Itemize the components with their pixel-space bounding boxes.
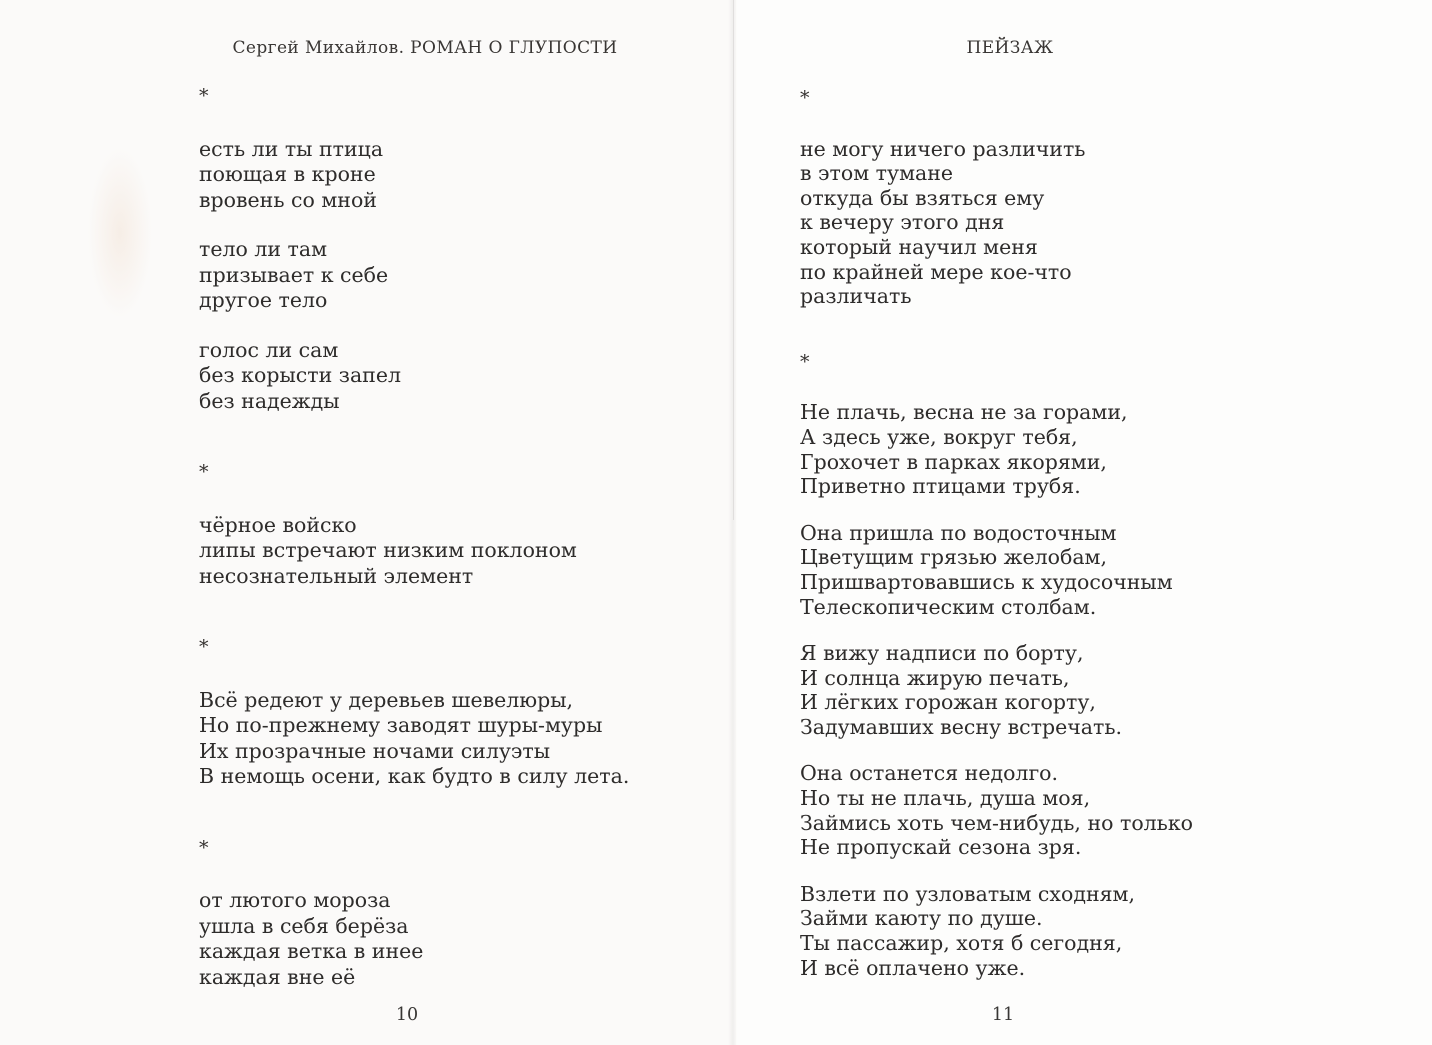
poem-line: Ты пассажир, хотя б сегодня, — [800, 931, 1123, 956]
poem-line: каждая ветка в инее — [199, 939, 424, 963]
poem-line: В немощь осени, как будто в силу лета. — [199, 764, 630, 788]
poem-line: Взлети по узловатым сходням, — [800, 881, 1135, 906]
poem-line: Не плачь, весна не за горами, — [800, 400, 1128, 425]
right-page-poem — [800, 86, 1193, 980]
poem-line: не могу ничего различить — [800, 136, 1086, 161]
stanza — [199, 338, 629, 415]
stanza — [199, 688, 629, 790]
poem-line: откуда бы взяться ему — [800, 185, 1045, 210]
poem-line: И солнца жирую печать, — [800, 665, 1070, 690]
poem-line: различать — [800, 284, 912, 309]
poem-line: ушла в себя берёза — [199, 913, 409, 938]
poem-line: И всё оплачено уже. — [800, 955, 1026, 980]
poem-line: Но ты не плачь, душа моя, — [800, 786, 1091, 811]
stanza — [800, 400, 1193, 498]
poem-line: тело ли там — [199, 237, 328, 261]
poem-line: по крайней мере кое-что — [800, 259, 1072, 284]
poem-line: чёрное войско — [199, 512, 357, 537]
poem-line: к вечеру этого дня — [800, 210, 1005, 235]
poem-line: другое тело — [199, 288, 328, 312]
stanza — [800, 641, 1193, 739]
stanza — [800, 137, 1193, 309]
poem-line: Приветно птицами трубя. — [800, 474, 1081, 499]
poem-line: Но по-прежнему заводят шуры-муры — [199, 713, 603, 737]
poem-line: призывает к себе — [199, 262, 389, 287]
stanza — [199, 237, 629, 314]
poem-line: Она пришла по водосточным — [800, 520, 1117, 545]
right-running-header: ПЕЙЗАЖ — [966, 38, 1054, 58]
stanza-separator-asterisk: * — [199, 85, 209, 107]
poem-line: от лютого мороза — [199, 888, 391, 912]
stanza — [199, 888, 629, 990]
poem-line: Займи каюту по душе. — [800, 906, 1043, 931]
poem-line: который научил меня — [800, 234, 1038, 259]
stanza-separator-asterisk: * — [199, 836, 209, 859]
poem-line: Не пропускай сезона зря. — [800, 835, 1082, 860]
page-gutter-line — [733, 0, 734, 520]
left-page-poem — [199, 84, 629, 990]
stanza — [800, 521, 1193, 619]
poem-line: Я вижу надписи по борту, — [800, 641, 1084, 666]
poem-line: Пришвартовавшись к худосочным — [800, 569, 1173, 594]
stanza — [800, 761, 1193, 859]
poem-line: И лёгких горожан когорту, — [800, 690, 1096, 715]
poem-line: Телескопическим столбам. — [800, 594, 1097, 619]
poem-line: Она останется недолго. — [800, 761, 1059, 786]
poem-line: без надежды — [199, 388, 340, 413]
left-running-header: Сергей Михайлов. РОМАН О ГЛУПОСТИ — [232, 38, 618, 58]
stanza — [199, 513, 629, 590]
poem-line: несознательный элемент — [199, 563, 474, 588]
poem-line: Задумавших весну встречать. — [800, 714, 1122, 739]
poem-line: в этом тумане — [800, 161, 954, 186]
stanza — [800, 882, 1193, 980]
poem-line: А здесь уже, вокруг тебя, — [800, 424, 1078, 449]
left-page-number: 10 — [395, 1005, 419, 1025]
poem-line: вровень со мной — [199, 187, 377, 212]
stanza — [199, 137, 629, 214]
stanza-separator-asterisk: * — [800, 350, 810, 373]
stanza-separator-asterisk: * — [199, 636, 209, 658]
right-page-number: 11 — [991, 1005, 1015, 1025]
poem-line: Всё редеют у деревьев шевелюры, — [199, 687, 574, 712]
scan-artifact-smudge — [88, 148, 152, 318]
poem-line: Грохочет в парках якорями, — [800, 449, 1107, 474]
stanza-separator-asterisk: * — [199, 461, 209, 483]
poem-line: без корысти запел — [199, 363, 401, 387]
poem-line: каждая вне её — [199, 964, 356, 989]
poem-line: есть ли ты птица — [199, 136, 384, 161]
poem-line: липы встречают низким поклоном — [199, 538, 577, 562]
stanza-separator-asterisk: * — [800, 87, 810, 109]
poem-line: голос ли сам — [199, 337, 339, 362]
poem-line: Займись хоть чем-нибудь, но только — [800, 810, 1193, 835]
poem-line: Цветущим грязью желобам, — [800, 545, 1108, 570]
poem-line: поющая в кроне — [199, 162, 376, 186]
poem-line: Их прозрачные ночами силуэты — [199, 738, 551, 763]
